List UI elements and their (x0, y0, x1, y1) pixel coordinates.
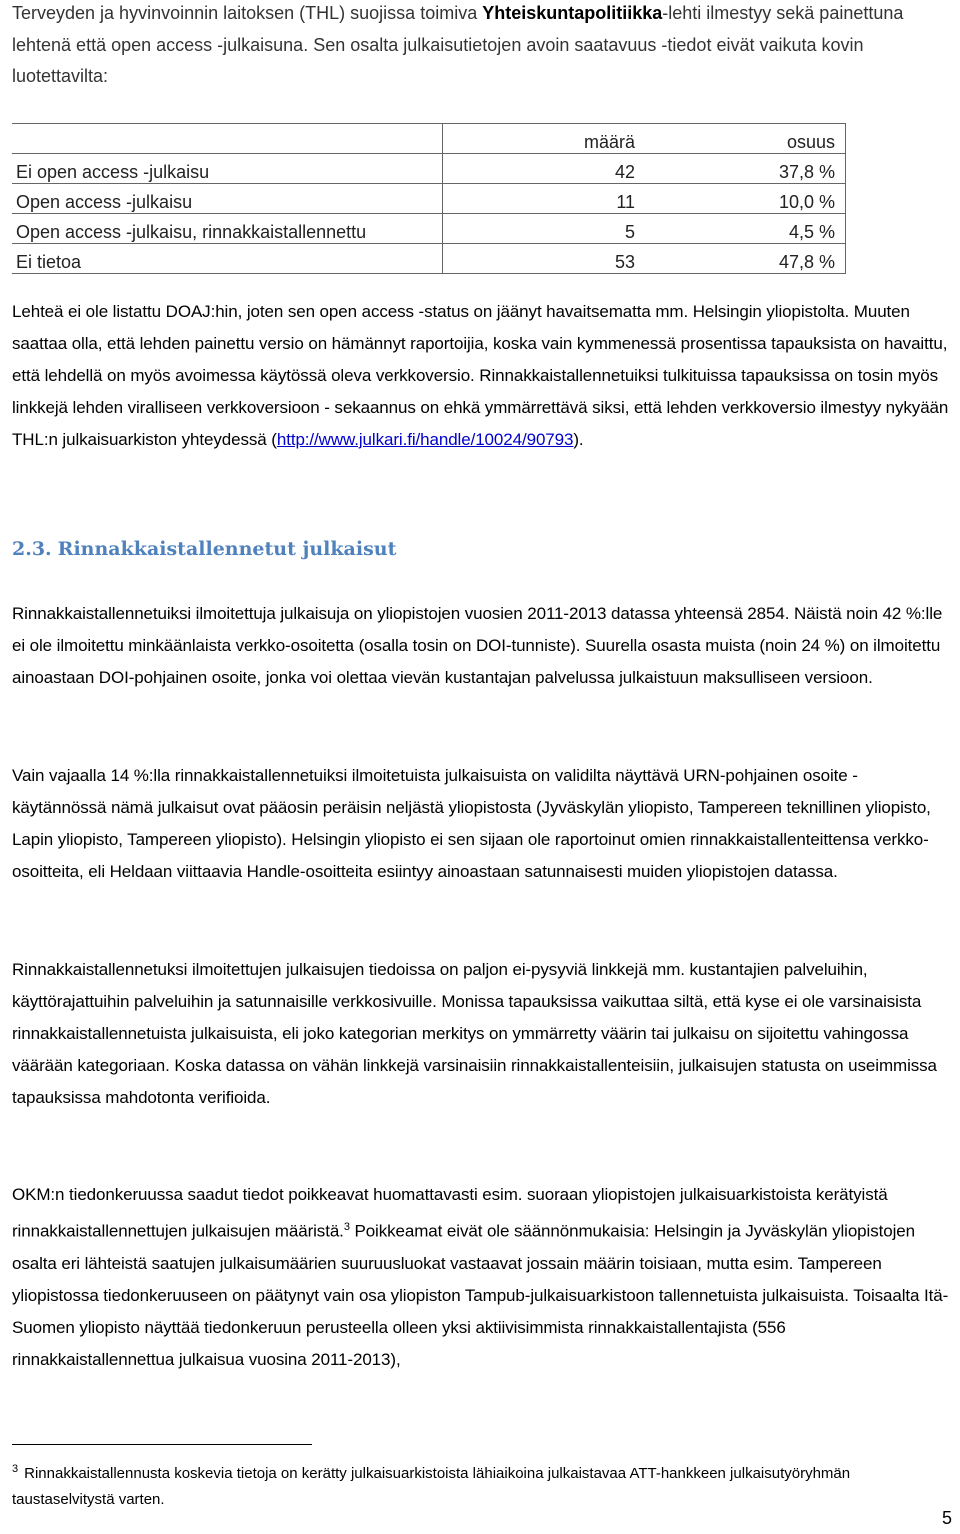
intro-text-2: -lehti ilmestyy sekä painettuna lehtenä että open access -julkaisuna. Sen osalta julkaisutietojen avoin saatavuus -tiedot eivät vaikuta kovin luotettavilta: (12, 3, 904, 86)
paragraph-counts: Rinnakkaistallennetuiksi ilmoitettuja julkaisuja on yliopistojen vuosien 2011-2013 datassa yhteensä 2854. Näistä noin 42 %:lle ei ole ilmoitettu minkäänlaista verkko-osoitetta (osalla tosin on DOI-tunniste). Suurella osasta muista (noin 24 %) on ilmoitettu ainoastaan DOI-pohjainen osoite, jonka voi olettaa vievän kustantajan palvelussa julkaistuun maksulliseen versioon. (12, 604, 943, 687)
julkari-link[interactable]: http://www.julkari.fi/handle/10024/90793 (276, 430, 574, 449)
footnote-number: 3 (12, 1463, 19, 1475)
table-row (12, 184, 846, 214)
intro-text-1: Terveyden ja hyvinvoinnin laitoksen (THL) suojissa toimiva (12, 3, 483, 23)
journal-name: Yhteiskuntapolitiikka (482, 3, 663, 23)
section-title: Rinnakkaistallennetut julkaisut (57, 538, 397, 560)
open-access-table (12, 123, 846, 274)
table-cell: 5 (443, 214, 642, 244)
table-header-cell: osuus (641, 124, 846, 154)
paragraph-doaj (12, 296, 952, 456)
table-cell: Ei open access -julkaisu (12, 154, 443, 184)
table-cell: Open access -julkaisu, rinnakkaistallennettu (12, 214, 443, 244)
section-heading (12, 538, 396, 560)
table-cell: 4,5 % (641, 214, 846, 244)
table-cell: Open access -julkaisu (12, 184, 443, 214)
page-number: 5 (941, 1508, 952, 1528)
paragraph-okm (12, 1179, 952, 1376)
section-number: 2.3. (12, 538, 52, 560)
paragraph-links: Rinnakkaistallennetuksi ilmoitettujen julkaisujen tiedoissa on paljon ei-pysyviä linkkejä mm. kustantajien palveluihin, käyttörajattuihin palveluihin ja satunnaisille verkkosivuille. Monissa tapauksissa vaikuttaa siltä, että kyse ei ole varsinaisista rinnakkaistallennetuista julkaisuista, eli joko kategorian merkitys on ymmärretty väärin tai julkaisu on sijoitettu vahingossa väärään kategoriaan. Koska datassa on vähän linkkejä varsinaisiin rinnakkaistallenteisiin, julkaisujen statusta on useimmissa tapauksissa mahdotonta verifioida. (12, 960, 937, 1107)
table-cell: 11 (443, 184, 642, 214)
paragraph-okm-text-1: OKM:n tiedonkeruussa saadut tiedot poikkeavat huomattavasti esim. suoraan yliopistojen julkaisuarkistoista kerätyistä rinnakkaistallennettujen julkaisujen määristä. (12, 1185, 888, 1241)
table-row (12, 244, 846, 274)
footnote-ref[interactable]: 3 (343, 1221, 350, 1233)
table-header-row (12, 124, 846, 154)
footnote (12, 1456, 952, 1513)
intro-paragraph (12, 0, 952, 93)
footnote-divider (12, 1444, 312, 1445)
table-row (12, 154, 846, 184)
table-header-cell (12, 124, 443, 154)
table-cell: 10,0 % (641, 184, 846, 214)
table-header-cell: määrä (443, 124, 642, 154)
paragraph-okm-text-2: Poikkeamat eivät ole säännönmukaisia: Helsingin ja Jyväskylän yliopistojen osalta eri lähteistä saatujen julkaisumäärien suuruusluokat vastaavat jossain määrin toisiaan, mutta esim. Tampereen yliopistossa tiedonkeruuseen on päätynyt vain osa yliopiston Tampub-julkaisuarkistoon tallennetuista julkaisuista. Toisaalta Itä-Suomen yliopisto näyttää tiedonkeruun perusteella olleen yksi aktiivisimmista rinnakkaistallentajista (556 rinnakkaistallennettua julkaisua vuosina 2011-2013), (12, 1221, 949, 1369)
footnote-text: Rinnakkaistallennusta koskevia tietoja on kerätty julkaisuarkistoista lähiaikoina julkaistavaa ATT-hankkeen julkaisutyöryhmän taustaselvitystä varten. (12, 1465, 851, 1508)
table-cell: 37,8 % (641, 154, 846, 184)
table-cell: Ei tietoa (12, 244, 443, 274)
table-cell: 53 (443, 244, 642, 274)
paragraph-urn: Vain vajaalla 14 %:lla rinnakkaistallennetuiksi ilmoitetuista julkaisuista on validilta näyttävä URN-pohjainen osoite - käytännössä nämä julkaisut ovat pääosin peräisin neljästä yliopistosta (Jyväskylän yliopisto, Tampereen teknillinen yliopisto, Lapin yliopisto, Tampereen yliopisto). Helsingin yliopisto ei sen sijaan ole raportoinut omien rinnakkaistallenteittensa verkko-osoitteita, eli Heldaan viittaavia Handle-osoitteita esiintyy ainoastaan satunnaisesti muiden yliopistojen datassa. (12, 766, 931, 881)
paragraph-doaj-text: Lehteä ei ole listattu DOAJ:hin, joten sen open access -status on jäänyt havaitsematta mm. Helsingin yliopistolta. Muuten saattaa olla, että lehden painettu versio on hämännyt raportoijia, koska vain kymmenessä prosentissa tapauksista on havaittu, että lehdellä on myös avoimessa käytössä oleva verkkoversio. Rinnakkaistallennetuiksi tulkituissa tapauksissa on tosin myös linkkejä lehden viralliseen verkkoversioon - sekaannus on ehkä ymmärrettävä siksi, että lehden verkkoversio ilmestyy nykyään THL:n julkaisuarkiston yhteydessä ( (12, 302, 949, 449)
paragraph-doaj-end: ). (573, 430, 584, 449)
table-row (12, 214, 846, 244)
table-cell: 42 (443, 154, 642, 184)
table-cell: 47,8 % (641, 244, 846, 274)
